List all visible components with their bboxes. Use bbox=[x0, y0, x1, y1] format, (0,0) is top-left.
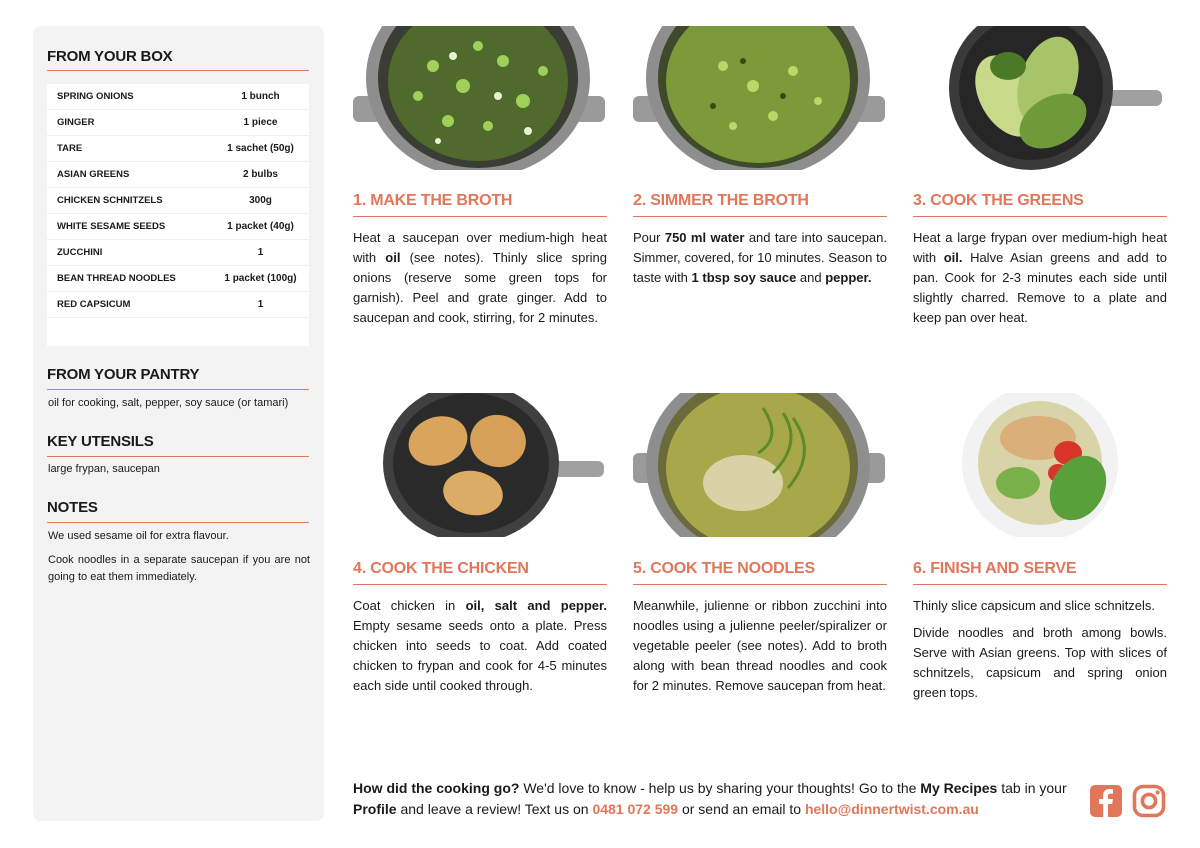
step-6-photo bbox=[913, 393, 1167, 537]
ingredient-row bbox=[47, 214, 309, 240]
ingredient-name: SPRING ONIONS bbox=[57, 91, 134, 102]
ingredient-name: ZUCCHINI bbox=[57, 247, 103, 258]
ingredient-name: RED CAPSICUM bbox=[57, 299, 131, 310]
facebook-icon[interactable] bbox=[1089, 784, 1123, 818]
ingredient-row bbox=[47, 136, 309, 162]
step-6-para-2: Divide noodles and broth among bowls. Serve with Asian greens. Top with slices of schnitzels, capsicum and spring onion green tops. bbox=[913, 625, 1167, 700]
step-1-photo bbox=[353, 26, 607, 170]
instagram-icon[interactable] bbox=[1132, 784, 1166, 818]
feedback-footer: How did the cooking go? We'd love to know - help us by sharing your thoughts! Go to the My Recipes tab in your Profile and leave a review! Text us on 0481 072 599 or send an email to hello@dinnertwist.com.au bbox=[353, 780, 1067, 817]
step-2-photo bbox=[633, 26, 887, 170]
step-3-title: 3. COOK THE GREENS bbox=[913, 192, 1084, 209]
step-1-text: Heat a saucepan over medium-high heat with oil (see notes). Thinly slice spring onions (reserve some green tops for garnish). Peel and grate ginger. Add to saucepan and cook, stirring, for 2 minutes. bbox=[353, 230, 608, 325]
ingredient-qty: 1 packet (100g) bbox=[224, 273, 297, 284]
step-divider bbox=[913, 584, 1167, 585]
utensils-text: large frypan, saucepan bbox=[48, 463, 160, 475]
email-link[interactable]: hello@dinnertwist.com.au bbox=[804, 801, 979, 817]
ingredients-table bbox=[47, 84, 309, 346]
step-4-title: 4. COOK THE CHICKEN bbox=[353, 560, 529, 577]
ingredient-name: BEAN THREAD NOODLES bbox=[57, 273, 176, 284]
phone-link[interactable]: 0481 072 599 bbox=[592, 801, 679, 817]
ingredient-row bbox=[47, 110, 309, 136]
ingredient-row bbox=[47, 240, 309, 266]
ingredient-row bbox=[47, 188, 309, 214]
ingredient-name: WHITE SESAME SEEDS bbox=[57, 221, 166, 232]
from-your-box-heading: FROM YOUR BOX bbox=[47, 48, 173, 65]
ingredient-qty: 1 bbox=[257, 247, 264, 258]
notes-heading: NOTES bbox=[47, 499, 98, 516]
step-3-photo bbox=[913, 26, 1167, 170]
step-2-text: Pour 750 ml water and tare into saucepan. Simmer, covered, for 10 minutes. Season to taste with 1 tbsp soy sauce and pepper. bbox=[633, 230, 887, 285]
ingredient-qty: 1 packet (40g) bbox=[227, 221, 294, 232]
step-divider bbox=[633, 584, 887, 585]
note-item: Cook noodles in a separate saucepan if you are not going to eat them immediately. bbox=[48, 554, 310, 583]
ingredient-name: ASIAN GREENS bbox=[57, 169, 130, 180]
utensils-heading: KEY UTENSILS bbox=[47, 433, 154, 450]
note-item: We used sesame oil for extra flavour. bbox=[48, 530, 229, 542]
step-3-text: Heat a large frypan over medium-high heat with oil. Halve Asian greens and add to pan. Cook for 2-3 minutes each side until slightly charred. Remove to a plate and keep pan over heat. bbox=[913, 230, 1167, 325]
ingredient-qty: 1 bunch bbox=[241, 91, 280, 102]
step-5-text: Meanwhile, julienne or ribbon zucchini into noodles using a julienne peeler/spiralizer or vegetable peeler (see notes). Add to broth along with bean thread noodles and cook for 2 minutes. Remove saucepan from heat. bbox=[633, 598, 887, 693]
step-1-title: 1. MAKE THE BROTH bbox=[353, 192, 513, 209]
ingredient-row bbox=[47, 162, 309, 188]
pantry-heading: FROM YOUR PANTRY bbox=[47, 366, 200, 383]
step-6-para-1: Thinly slice capsicum and slice schnitzels. bbox=[913, 598, 1156, 613]
heading-divider bbox=[47, 522, 309, 523]
ingredient-row bbox=[47, 292, 309, 318]
step-4-text: Coat chicken in oil, salt and pepper. Empty sesame seeds onto a plate. Press chicken into seeds to coat. Add coated chicken to frypan and cook for 4-5 minutes each side until cooked through. bbox=[353, 598, 607, 693]
step-4-photo bbox=[353, 393, 607, 537]
step-5-photo bbox=[633, 393, 887, 537]
step-divider bbox=[633, 216, 887, 217]
step-2-title: 2. SIMMER THE BROTH bbox=[633, 192, 809, 209]
step-5-title: 5. COOK THE NOODLES bbox=[633, 560, 815, 577]
ingredients-sidebar bbox=[33, 26, 324, 821]
ingredient-qty: 2 bulbs bbox=[242, 169, 278, 180]
ingredient-qty: 1 bbox=[257, 299, 264, 310]
step-6-title: 6. FINISH AND SERVE bbox=[913, 560, 1077, 577]
ingredient-qty: 1 piece bbox=[243, 117, 278, 128]
ingredient-name: CHICKEN SCHNITZELS bbox=[57, 195, 163, 206]
step-divider bbox=[353, 216, 607, 217]
ingredient-row bbox=[47, 84, 309, 110]
heading-divider bbox=[47, 389, 309, 390]
heading-divider bbox=[47, 456, 309, 457]
ingredient-qty: 1 sachet (50g) bbox=[227, 143, 294, 154]
ingredient-row bbox=[47, 266, 309, 292]
heading-divider bbox=[47, 70, 309, 71]
step-divider bbox=[913, 216, 1167, 217]
pantry-text: oil for cooking, salt, pepper, soy sauce (or tamari) bbox=[48, 397, 289, 409]
step-divider bbox=[353, 584, 607, 585]
ingredient-name: GINGER bbox=[57, 117, 95, 128]
ingredient-name: TARE bbox=[57, 143, 83, 154]
step-6-text bbox=[913, 596, 1167, 703]
ingredient-qty: 300g bbox=[249, 195, 272, 206]
